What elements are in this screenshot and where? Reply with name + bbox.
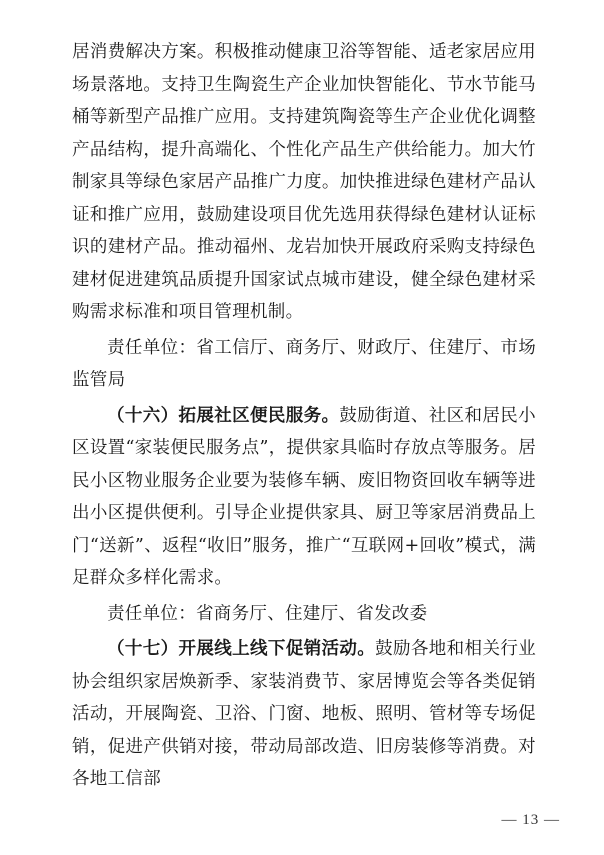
section-16-heading: （十六）拓展社区便民服务。 xyxy=(107,405,340,426)
document-body xyxy=(72,36,536,796)
section-16 xyxy=(72,400,536,595)
section-17-heading: （十七）开展线上线下促销活动。 xyxy=(107,639,376,659)
responsible-units-2: 责任单位：省商务厅、住建厅、省发改委 xyxy=(107,603,428,624)
section-17 xyxy=(72,633,536,796)
responsible-units-1: 责任单位：省工信厅、商务厅、财政厅、住建厅、市场监管局 xyxy=(72,337,536,390)
section-17-body: 鼓励各地和相关行业协会组织家居焕新季、家装消费节、家居博览会等各类促销活动，开展陶瓷、卫浴、门窗、地板、照明、管材等专场促销，促进产供销对接，带动局部改造、旧房装修等消费。对各地工信部 xyxy=(72,639,536,789)
page-number: — 13 — xyxy=(501,812,560,828)
paragraph-continued: 居消费解决方案。积极推动健康卫浴等智能、适老家居应用场景落地。支持卫生陶瓷生产企业加快智能化、节水节能马桶等新型产品推广应用。支持建筑陶瓷等生产企业优化调整产品结构，提升高端化、个性化产品生产供给能力。加大竹制家具等绿色家居产品推广力度。加快推进绿色建材产品认证和推广应用，鼓励建设项目优先选用获得绿色建材认证标识的建材产品。推动福州、龙岩加快开展政府采购支持绿色建材促进建筑品质提升国家试点城市建设，健全绿色建材采购需求标准和项目管理机制。 xyxy=(72,42,536,322)
section-16-body: 鼓励街道、社区和居民小区设置“家装便民服务点”，提供家具临时存放点等服务。居民小区物业服务企业要为装修车辆、废旧物资回收车辆等进出小区提供便利。引导企业提供家具、厨卫等家居消费品上门“送新”、返程“收旧”服务，推广“互联网+回收”模式，满足群众多样化需求。 xyxy=(72,405,536,588)
